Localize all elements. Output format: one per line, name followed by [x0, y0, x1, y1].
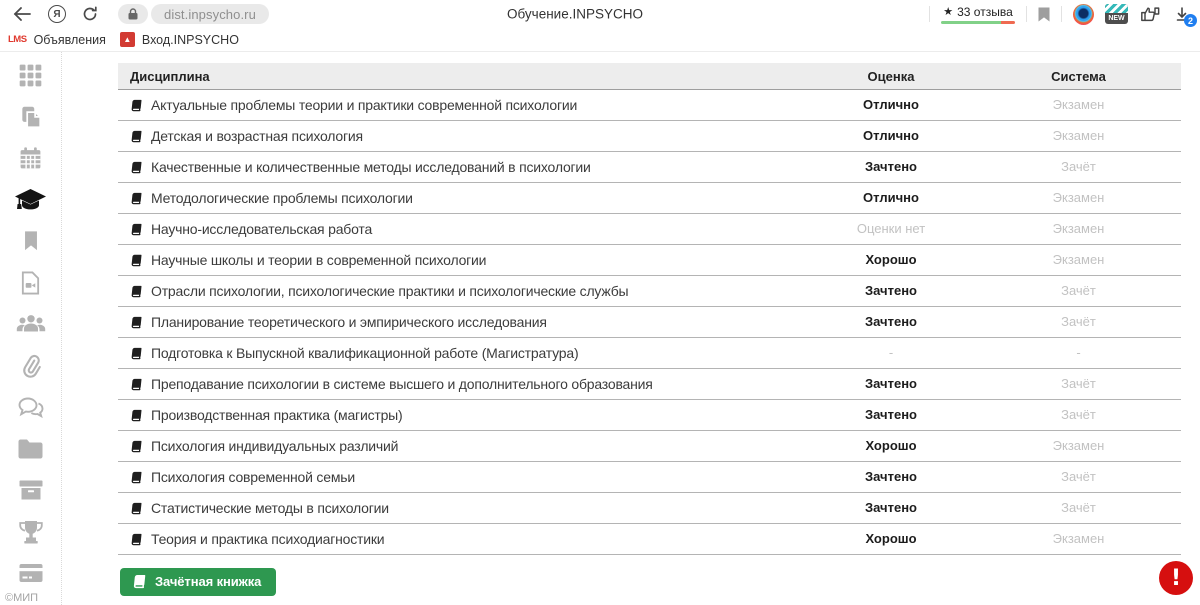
book-icon	[129, 502, 143, 515]
downloads-badge: 2	[1184, 14, 1197, 27]
bookmark-page-button[interactable]	[1038, 7, 1050, 22]
site-security-button[interactable]	[118, 4, 148, 24]
yandex-home-button[interactable]	[48, 5, 66, 23]
sidebar-item-video-lessons[interactable]	[14, 268, 48, 298]
table-row[interactable]	[118, 431, 1181, 462]
downloads-button[interactable]	[1172, 3, 1192, 25]
book-icon	[129, 254, 143, 267]
sidebar-item-archive[interactable]	[14, 475, 48, 505]
table-row[interactable]	[118, 214, 1181, 245]
copyright: ©МИП	[5, 592, 39, 604]
new-extension-icon[interactable]	[1105, 4, 1128, 24]
book-icon	[129, 440, 143, 453]
book-icon	[129, 285, 143, 298]
sidebar-item-attachments[interactable]	[14, 351, 48, 381]
grade-value: Хорошо	[865, 252, 917, 267]
grid-icon	[18, 63, 43, 88]
table-header	[118, 63, 1181, 90]
book-icon	[129, 347, 143, 360]
bookmark-announcements[interactable]	[8, 33, 106, 47]
paperclip-icon	[16, 350, 46, 381]
book-icon	[129, 192, 143, 205]
new-badge-label: NEW	[1108, 15, 1125, 22]
discipline-name: Подготовка к Выпускной квалификационной работе (Магистратура)	[151, 345, 579, 361]
mip-favicon: ▲	[120, 32, 135, 47]
grade-value: Зачтено	[865, 376, 917, 391]
table-row[interactable]	[118, 338, 1181, 369]
system-value: Зачёт	[1061, 376, 1096, 391]
collections-button[interactable]	[1139, 4, 1161, 24]
sidebar-item-groups[interactable]	[14, 309, 48, 339]
system-value: Зачёт	[1061, 500, 1096, 515]
grade-value: Оценки нет	[856, 221, 926, 236]
discipline-name: Отрасли психологии, психологические практики и психологические службы	[151, 283, 629, 299]
discipline-name: Производственная практика (магистры)	[151, 407, 403, 423]
grade-value: Отлично	[863, 190, 919, 205]
column-discipline: Дисциплина	[130, 68, 210, 84]
address-bar[interactable]	[151, 4, 269, 24]
sidebar-item-materials[interactable]	[14, 102, 48, 132]
lms-favicon: LMS	[8, 34, 27, 45]
page-title: Обучение.INPSYCHO	[507, 6, 643, 22]
table-row[interactable]	[118, 307, 1181, 338]
refresh-icon	[82, 6, 98, 22]
grades-table	[118, 63, 1181, 555]
table-row[interactable]	[118, 245, 1181, 276]
book-icon	[129, 378, 143, 391]
chat-icon	[17, 395, 45, 419]
discipline-name: Научные школы и теории в современной психологии	[151, 252, 487, 268]
lock-icon	[128, 8, 138, 20]
discipline-name: Методологические проблемы психологии	[151, 190, 413, 206]
grade-value: Зачтено	[865, 500, 917, 515]
column-system: Система	[1051, 68, 1106, 84]
discipline-name: Научно-исследовательская работа	[151, 221, 373, 237]
table-row[interactable]	[118, 276, 1181, 307]
book-icon	[129, 99, 143, 112]
system-value: Экзамен	[1052, 97, 1105, 112]
system-value: Зачёт	[1061, 283, 1096, 298]
system-value: Экзамен	[1052, 252, 1105, 267]
table-row[interactable]	[118, 462, 1181, 493]
book-icon	[129, 409, 143, 422]
book-icon	[129, 223, 143, 236]
yandex-logo-icon: Я	[53, 8, 61, 20]
grade-value: Зачтено	[865, 407, 917, 422]
gradebook-button[interactable]	[120, 568, 276, 596]
refresh-button[interactable]	[78, 2, 102, 26]
table-row[interactable]	[118, 400, 1181, 431]
calendar-icon	[18, 146, 43, 171]
grade-value: Зачтено	[865, 283, 917, 298]
bookmark-icon	[20, 229, 42, 253]
system-value: Зачёт	[1061, 159, 1096, 174]
table-row[interactable]	[118, 121, 1181, 152]
discipline-name: Психология индивидуальных различий	[151, 438, 399, 454]
table-row[interactable]	[118, 152, 1181, 183]
system-value: Экзамен	[1052, 190, 1105, 205]
back-button[interactable]	[10, 2, 34, 26]
sidebar-item-calendar[interactable]	[14, 143, 48, 173]
grade-value: -	[888, 345, 894, 360]
gradebook-button-label: Зачётная книжка	[155, 574, 262, 589]
discipline-name: Психология современной семьи	[151, 469, 355, 485]
bookmark-label: Объявления	[33, 32, 106, 47]
sidebar-item-messages[interactable]	[14, 392, 48, 422]
toolbar-separator	[929, 6, 930, 22]
toolbar-separator	[1061, 6, 1062, 22]
bookmark-flag-icon	[1038, 7, 1050, 22]
grade-value: Отлично	[863, 97, 919, 112]
sidebar-item-bookmarks[interactable]	[14, 226, 48, 256]
book-icon	[131, 574, 148, 589]
discipline-name: Качественные и количественные методы исследований в психологии	[151, 159, 591, 175]
system-value: Экзамен	[1052, 438, 1105, 453]
system-value: Зачёт	[1061, 407, 1096, 422]
folder-icon	[17, 438, 44, 460]
grades-page	[62, 52, 1200, 605]
table-body	[118, 90, 1181, 555]
grade-value: Хорошо	[865, 531, 917, 546]
toolbar-right-group	[929, 0, 1192, 28]
grade-value: Зачтено	[865, 314, 917, 329]
back-arrow-icon	[13, 7, 31, 21]
column-grade: Оценка	[867, 68, 915, 84]
video-document-icon	[19, 270, 42, 296]
book-icon	[129, 533, 143, 546]
system-value: Экзамен	[1052, 221, 1105, 236]
credit-card-icon	[18, 562, 44, 584]
book-icon	[129, 316, 143, 329]
table-row[interactable]	[118, 90, 1181, 121]
new-badge-pattern	[1105, 4, 1128, 13]
sidebar-item-awards[interactable]	[14, 517, 48, 547]
reviews-count: 33 отзыва	[957, 4, 1013, 19]
system-value: Зачёт	[1061, 314, 1096, 329]
graduation-cap-icon	[14, 187, 47, 213]
archive-box-icon	[18, 478, 44, 502]
bookmarks-bar	[0, 28, 1200, 52]
reviews-rating-bar	[941, 21, 1015, 24]
discipline-name: Планирование теоретического и эмпирического исследования	[151, 314, 547, 330]
discipline-name: Актуальные проблемы теории и практики современной психологии	[151, 97, 578, 113]
sidebar-item-education[interactable]	[14, 185, 48, 215]
app-sidebar	[0, 52, 62, 605]
trophy-icon	[18, 519, 44, 545]
documents-icon	[18, 104, 44, 130]
star-icon: ★	[943, 6, 954, 18]
book-icon	[129, 161, 143, 174]
book-icon	[129, 471, 143, 484]
browser-toolbar	[0, 0, 1200, 28]
sidebar-item-files[interactable]	[14, 434, 48, 464]
table-row[interactable]	[118, 493, 1181, 524]
extension-icon[interactable]	[1073, 4, 1094, 25]
users-icon	[16, 312, 46, 336]
system-value: Экзамен	[1052, 531, 1105, 546]
grade-value: Отлично	[863, 128, 919, 143]
toolbar-separator	[1026, 6, 1027, 22]
url-text: dist.inpsycho.ru	[164, 6, 256, 22]
bookmark-label: Вход.INPSYCHO	[141, 32, 239, 47]
table-row[interactable]	[118, 524, 1181, 555]
grade-value: Хорошо	[865, 438, 917, 453]
table-row[interactable]	[118, 183, 1181, 214]
grade-value: Зачтено	[865, 469, 917, 484]
discipline-name: Статистические методы в психологии	[151, 500, 389, 516]
error-alert-icon[interactable]: !	[1159, 561, 1193, 595]
system-value: -	[1076, 345, 1081, 360]
thumbs-icon	[1139, 4, 1161, 24]
sidebar-item-payments[interactable]	[14, 558, 48, 588]
bookmark-inpsycho-login[interactable]	[120, 32, 239, 47]
grade-value: Зачтено	[865, 159, 917, 174]
discipline-name: Теория и практика психодиагностики	[151, 531, 385, 547]
discipline-name: Детская и возрастная психология	[151, 128, 363, 144]
sidebar-item-dashboard[interactable]	[14, 60, 48, 90]
system-value: Зачёт	[1061, 469, 1096, 484]
table-row[interactable]	[118, 369, 1181, 400]
discipline-name: Преподавание психологии в системе высшего и дополнительного образования	[151, 376, 653, 392]
book-icon	[129, 130, 143, 143]
site-reviews-widget[interactable]	[941, 5, 1015, 24]
system-value: Экзамен	[1052, 128, 1105, 143]
